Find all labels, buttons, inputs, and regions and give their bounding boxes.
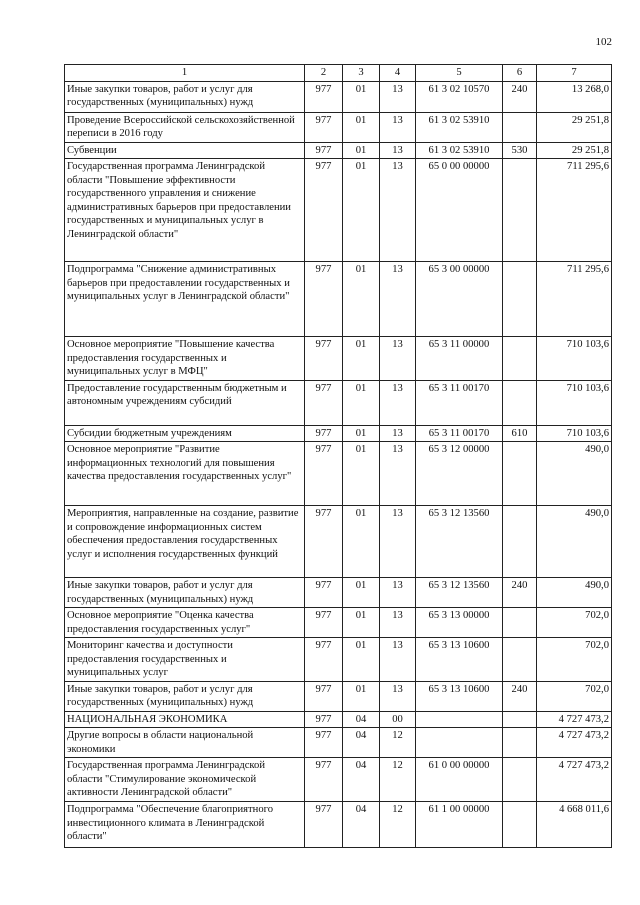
row-name: Иные закупки товаров, работ и услуг для государственных (муниципальных) нужд <box>65 578 305 608</box>
table-row <box>65 638 612 682</box>
row-grbs-code: 977 <box>305 728 343 758</box>
row-target-article: 65 3 13 10600 <box>416 681 503 711</box>
row-expense-type <box>503 711 537 728</box>
column-number: 3 <box>343 65 380 82</box>
row-amount: 13 268,0 <box>537 81 612 112</box>
row-subsection: 12 <box>380 758 416 802</box>
row-name: Проведение Всероссийской сельскохозяйственной переписи в 2016 году <box>65 112 305 142</box>
row-subsection: 13 <box>380 681 416 711</box>
row-section: 04 <box>343 802 380 848</box>
row-name: Предоставление государственным бюджетным и автономным учреждениям субсидий <box>65 380 305 425</box>
row-name: Государственная программа Ленинградской области "Повышение эффективности государственного управления и снижение административных барьеров при предоставлении государственных и муниципальных услуг в Ленинградской области" <box>65 159 305 262</box>
row-name: НАЦИОНАЛЬНАЯ ЭКОНОМИКА <box>65 711 305 728</box>
row-subsection: 13 <box>380 425 416 442</box>
column-number: 7 <box>537 65 612 82</box>
row-grbs-code: 977 <box>305 578 343 608</box>
row-name: Субсидии бюджетным учреждениям <box>65 425 305 442</box>
row-expense-type <box>503 262 537 337</box>
row-subsection: 13 <box>380 337 416 381</box>
row-grbs-code: 977 <box>305 112 343 142</box>
table-row <box>65 380 612 425</box>
row-grbs-code: 977 <box>305 608 343 638</box>
row-name: Государственная программа Ленинградской области "Стимулирование экономической активности Ленинградской области" <box>65 758 305 802</box>
row-expense-type: 240 <box>503 681 537 711</box>
row-subsection: 13 <box>380 262 416 337</box>
row-name: Основное мероприятие "Развитие информационных технологий для повышения качества предоставления государственных услуг" <box>65 442 305 506</box>
row-amount: 490,0 <box>537 442 612 506</box>
table-row <box>65 337 612 381</box>
row-grbs-code: 977 <box>305 711 343 728</box>
row-subsection: 12 <box>380 802 416 848</box>
row-grbs-code: 977 <box>305 337 343 381</box>
table-row <box>65 802 612 848</box>
row-name: Подпрограмма "Обеспечение благоприятного инвестиционного климата в Ленинградской области" <box>65 802 305 848</box>
row-name: Другие вопросы в области национальной экономики <box>65 728 305 758</box>
row-target-article: 65 3 11 00170 <box>416 380 503 425</box>
row-grbs-code: 977 <box>305 638 343 682</box>
row-grbs-code: 977 <box>305 758 343 802</box>
row-target-article <box>416 711 503 728</box>
page-number: 102 <box>595 36 612 48</box>
row-amount: 702,0 <box>537 681 612 711</box>
row-grbs-code: 977 <box>305 442 343 506</box>
row-amount: 29 251,8 <box>537 142 612 159</box>
row-name: Основное мероприятие "Оценка качества предоставления государственных услуг" <box>65 608 305 638</box>
table-row <box>65 758 612 802</box>
row-section: 01 <box>343 578 380 608</box>
row-subsection: 13 <box>380 380 416 425</box>
row-expense-type <box>503 159 537 262</box>
row-expense-type: 240 <box>503 578 537 608</box>
row-section: 01 <box>343 681 380 711</box>
table-row <box>65 159 612 262</box>
row-section: 01 <box>343 442 380 506</box>
row-amount: 4 727 473,2 <box>537 758 612 802</box>
row-expense-type: 610 <box>503 425 537 442</box>
row-grbs-code: 977 <box>305 142 343 159</box>
row-section: 01 <box>343 425 380 442</box>
row-amount: 702,0 <box>537 608 612 638</box>
column-number: 6 <box>503 65 537 82</box>
row-expense-type <box>503 802 537 848</box>
row-amount: 710 103,6 <box>537 425 612 442</box>
row-target-article <box>416 728 503 758</box>
row-grbs-code: 977 <box>305 380 343 425</box>
row-target-article: 61 0 00 00000 <box>416 758 503 802</box>
column-number: 1 <box>65 65 305 82</box>
table-row <box>65 142 612 159</box>
row-name: Иные закупки товаров, работ и услуг для государственных (муниципальных) нужд <box>65 81 305 112</box>
row-subsection: 13 <box>380 442 416 506</box>
row-name: Иные закупки товаров, работ и услуг для государственных (муниципальных) нужд <box>65 681 305 711</box>
row-name: Мероприятия, направленные на создание, развитие и сопровождение информационных систем обеспечения предоставления государственных услуг и исполнения государственных функций <box>65 506 305 578</box>
row-expense-type: 530 <box>503 142 537 159</box>
row-subsection: 13 <box>380 506 416 578</box>
table-row <box>65 442 612 506</box>
row-grbs-code: 977 <box>305 681 343 711</box>
table-row <box>65 112 612 142</box>
row-name: Мониторинг качества и доступности предоставления государственных и муниципальных услуг <box>65 638 305 682</box>
row-section: 04 <box>343 728 380 758</box>
column-number: 4 <box>380 65 416 82</box>
row-section: 01 <box>343 81 380 112</box>
row-target-article: 61 3 02 10570 <box>416 81 503 112</box>
table-row <box>65 711 612 728</box>
row-amount: 710 103,6 <box>537 337 612 381</box>
row-grbs-code: 977 <box>305 159 343 262</box>
row-amount: 711 295,6 <box>537 159 612 262</box>
row-expense-type <box>503 337 537 381</box>
row-target-article: 65 3 13 00000 <box>416 608 503 638</box>
row-grbs-code: 977 <box>305 506 343 578</box>
row-expense-type <box>503 638 537 682</box>
row-expense-type <box>503 112 537 142</box>
row-name: Подпрограмма "Снижение административных барьеров при предоставлении государственных и муниципальных услуг в Ленинградской области" <box>65 262 305 337</box>
row-subsection: 13 <box>380 159 416 262</box>
row-subsection: 13 <box>380 81 416 112</box>
row-subsection: 13 <box>380 578 416 608</box>
row-amount: 4 727 473,2 <box>537 728 612 758</box>
table-row <box>65 506 612 578</box>
row-section: 01 <box>343 337 380 381</box>
row-target-article: 65 3 11 00000 <box>416 337 503 381</box>
row-section: 01 <box>343 506 380 578</box>
row-subsection: 12 <box>380 728 416 758</box>
row-target-article: 65 3 13 10600 <box>416 638 503 682</box>
table-row <box>65 425 612 442</box>
budget-table <box>64 64 612 848</box>
row-target-article: 65 3 12 00000 <box>416 442 503 506</box>
table-row <box>65 578 612 608</box>
table-row <box>65 262 612 337</box>
row-section: 01 <box>343 608 380 638</box>
row-grbs-code: 977 <box>305 802 343 848</box>
row-grbs-code: 977 <box>305 262 343 337</box>
row-amount: 4 668 011,6 <box>537 802 612 848</box>
row-name: Основное мероприятие "Повышение качества предоставления государственных и муниципальных услуг в МФЦ" <box>65 337 305 381</box>
row-section: 01 <box>343 142 380 159</box>
row-target-article: 65 3 11 00170 <box>416 425 503 442</box>
row-name: Субвенции <box>65 142 305 159</box>
row-expense-type <box>503 506 537 578</box>
row-expense-type <box>503 380 537 425</box>
row-target-article: 61 3 02 53910 <box>416 112 503 142</box>
column-number: 5 <box>416 65 503 82</box>
row-expense-type <box>503 442 537 506</box>
row-subsection: 00 <box>380 711 416 728</box>
row-target-article: 65 3 12 13560 <box>416 506 503 578</box>
row-amount: 710 103,6 <box>537 380 612 425</box>
row-target-article: 65 3 00 00000 <box>416 262 503 337</box>
row-target-article: 61 1 00 00000 <box>416 802 503 848</box>
row-target-article: 61 3 02 53910 <box>416 142 503 159</box>
row-subsection: 13 <box>380 608 416 638</box>
row-section: 01 <box>343 638 380 682</box>
column-number: 2 <box>305 65 343 82</box>
row-section: 01 <box>343 380 380 425</box>
row-section: 01 <box>343 112 380 142</box>
row-section: 04 <box>343 758 380 802</box>
column-number-row <box>65 65 612 82</box>
row-target-article: 65 3 12 13560 <box>416 578 503 608</box>
row-grbs-code: 977 <box>305 425 343 442</box>
row-expense-type: 240 <box>503 81 537 112</box>
row-amount: 29 251,8 <box>537 112 612 142</box>
row-section: 04 <box>343 711 380 728</box>
row-section: 01 <box>343 262 380 337</box>
row-section: 01 <box>343 159 380 262</box>
table-row <box>65 728 612 758</box>
table-row <box>65 608 612 638</box>
table-row <box>65 81 612 112</box>
row-subsection: 13 <box>380 112 416 142</box>
row-amount: 4 727 473,2 <box>537 711 612 728</box>
row-expense-type <box>503 758 537 802</box>
row-target-article: 65 0 00 00000 <box>416 159 503 262</box>
table-row <box>65 681 612 711</box>
row-subsection: 13 <box>380 142 416 159</box>
row-amount: 711 295,6 <box>537 262 612 337</box>
row-amount: 490,0 <box>537 578 612 608</box>
row-subsection: 13 <box>380 638 416 682</box>
row-amount: 490,0 <box>537 506 612 578</box>
row-amount: 702,0 <box>537 638 612 682</box>
row-expense-type <box>503 728 537 758</box>
row-expense-type <box>503 608 537 638</box>
row-grbs-code: 977 <box>305 81 343 112</box>
